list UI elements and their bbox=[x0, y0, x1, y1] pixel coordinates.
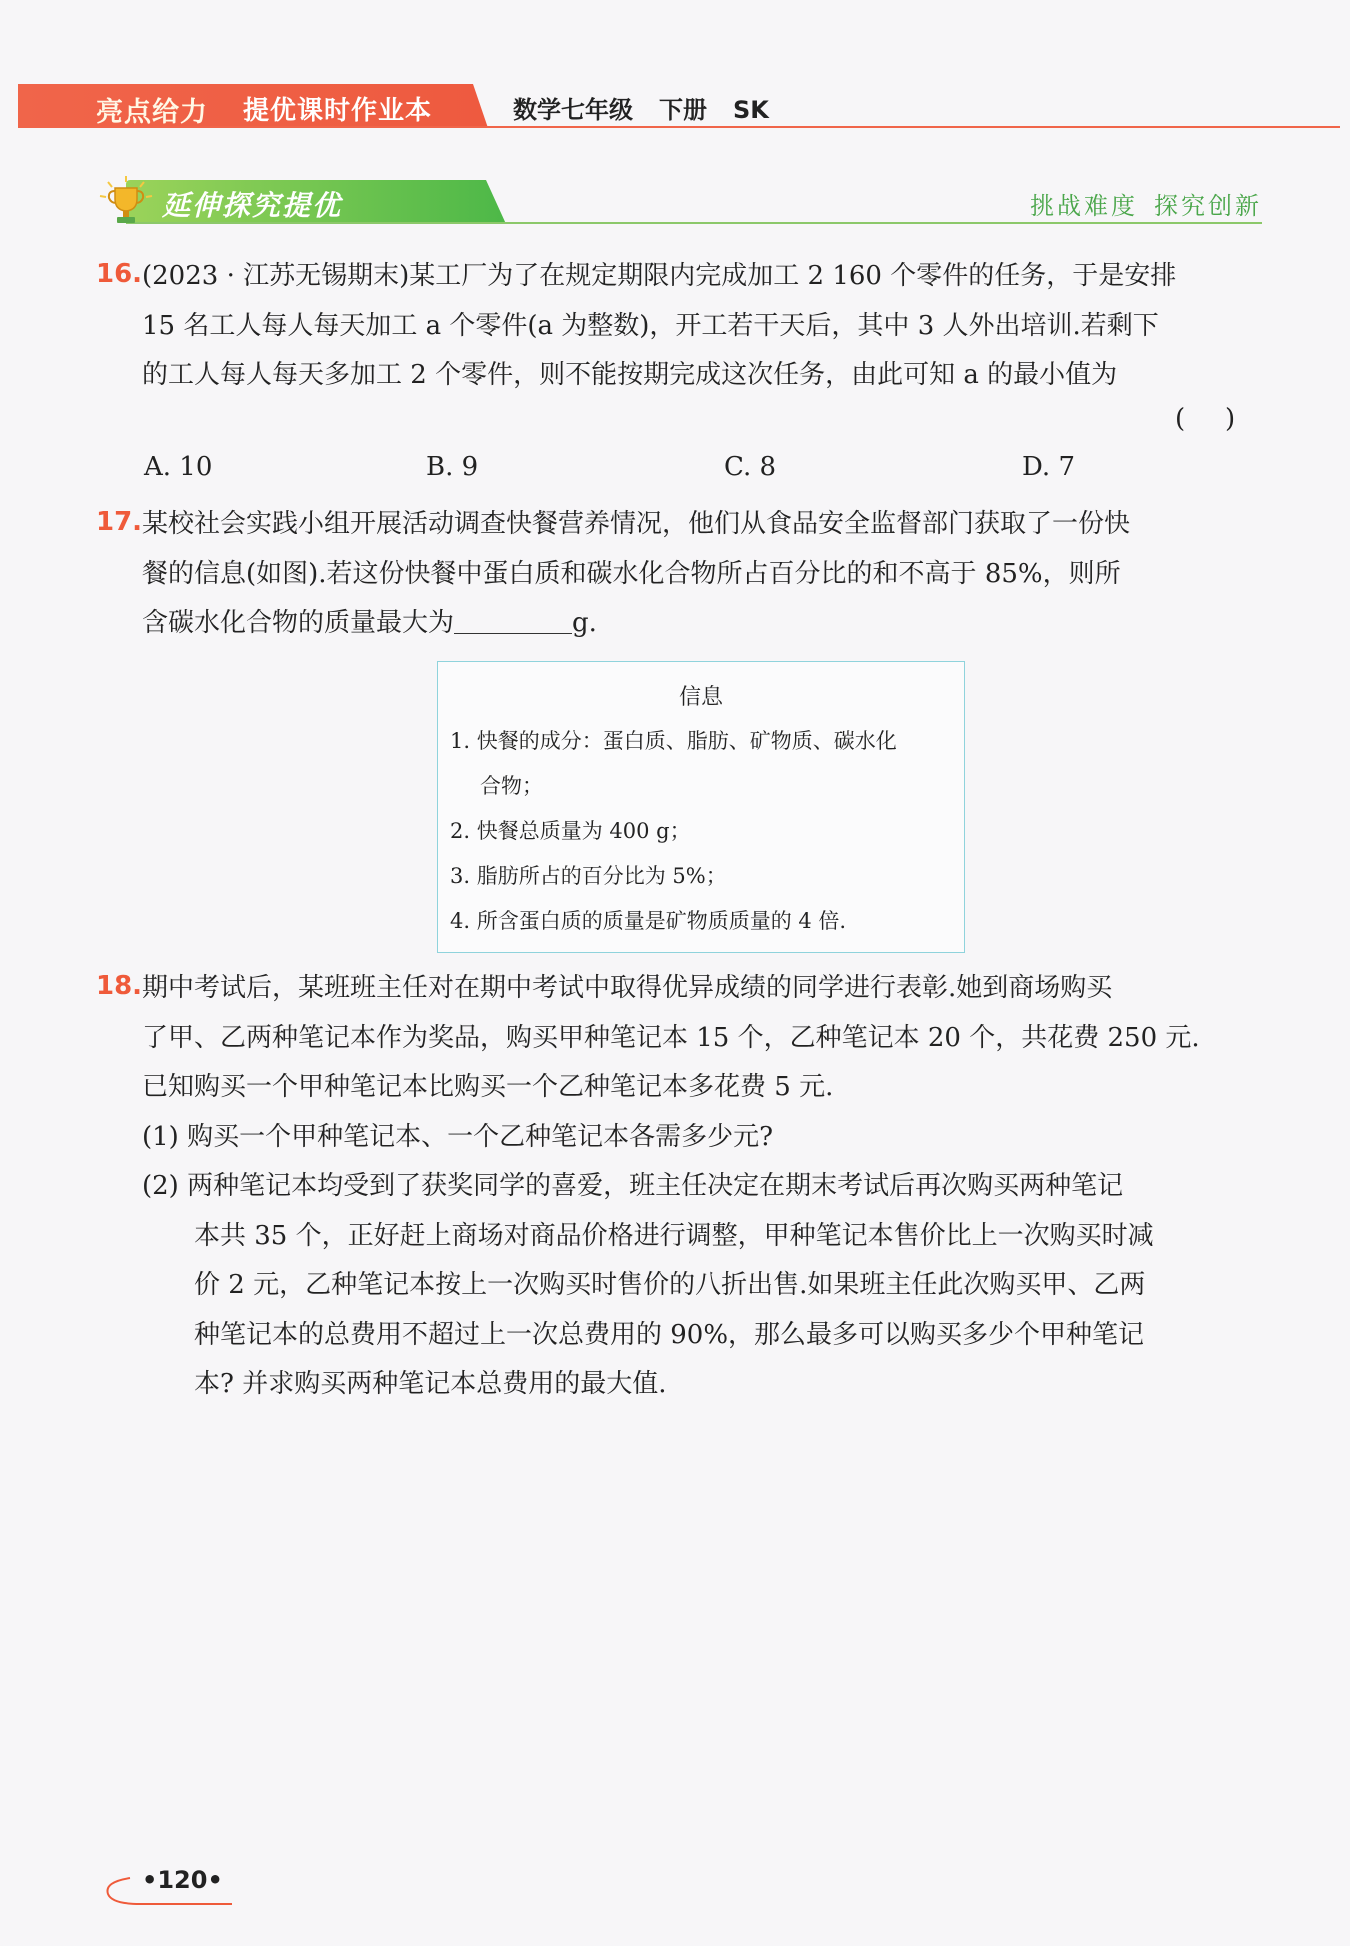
header-rule bbox=[18, 126, 1340, 128]
question-17-line-2: 餐的信息(如图).若这份快餐中蛋白质和碳水化合物所占百分比的和不高于 85%，则所 bbox=[142, 558, 1121, 589]
info-box bbox=[437, 661, 965, 953]
info-title: 信息 bbox=[678, 685, 723, 710]
option-b[interactable]: B. 9 bbox=[426, 452, 479, 482]
question-17-unit: g. bbox=[572, 608, 597, 638]
option-a[interactable]: A. 10 bbox=[144, 452, 213, 482]
question-16-number: 16. bbox=[96, 259, 143, 289]
question-18-text bbox=[142, 964, 1262, 1410]
answer-paren[interactable] bbox=[1175, 404, 1235, 434]
question-16-text bbox=[142, 252, 1262, 401]
info-item-2: 2. 快餐总质量为 400 g； bbox=[450, 819, 691, 843]
question-16-line-2: 15 名工人每人每天加工 a 个零件(a 为整数)，开工若干天后，其中 3 人外出培训.若剩下 bbox=[142, 310, 1159, 341]
question-17-line-1: 某校社会实践小组开展活动调查快餐营养情况，他们从食品安全监督部门获取了一份快 bbox=[142, 509, 1131, 539]
question-16-line-1: (2023 · 江苏无锡期末)某工厂为了在规定期限内完成加工 2 160 个零件的任务，于是安排 bbox=[142, 261, 1177, 291]
question-18-part-2-line-1: (2) 两种笔记本均受到了获奖同学的喜爱，班主任决定在期末考试后再次购买两种笔记 bbox=[142, 1171, 1124, 1201]
trophy-icon bbox=[96, 172, 156, 232]
volume-label: 下册 bbox=[659, 96, 707, 124]
paren-open: ( bbox=[1175, 404, 1186, 434]
section-tagline bbox=[1030, 186, 1262, 221]
question-18-number: 18. bbox=[96, 971, 143, 1001]
book-info bbox=[513, 90, 795, 125]
option-d[interactable]: D. 7 bbox=[1022, 452, 1075, 482]
subject-label: 数学七年级 bbox=[513, 96, 633, 124]
question-17-number: 17. bbox=[96, 507, 143, 537]
question-18-line-1: 期中考试后，某班班主任对在期中考试中取得优异成绩的同学进行表彰.她到商场购买 bbox=[142, 973, 1113, 1003]
question-18-line-2: 了甲、乙两种笔记本作为奖品，购买甲种笔记本 15 个，乙种笔记本 20 个，共花费 250 元. bbox=[142, 1022, 1200, 1053]
page-header bbox=[18, 84, 1340, 130]
question-18-part-2-line-4: 种笔记本的总费用不超过上一次总费用的 90%，那么最多可以购买多少个甲种笔记 bbox=[194, 1319, 1145, 1350]
question-17-line-3 bbox=[142, 599, 1262, 649]
question-18-part-2-line-5: 本? 并求购买两种笔记本总费用的最大值. bbox=[194, 1369, 667, 1399]
series-name: 提优课时作业本 bbox=[243, 96, 433, 126]
question-18-part-2-line-3: 价 2 元，乙种笔记本按上一次购买时售价的八折出售.如果班主任此次购买甲、乙两 bbox=[194, 1270, 1146, 1300]
question-18-part-2-line-2: 本共 35 个，正好赶上商场对商品价格进行调整，甲种笔记本售价比上一次购买时减 bbox=[194, 1220, 1154, 1251]
info-item-4: 4. 所含蛋白质的质量是矿物质质量的 4 倍. bbox=[450, 909, 847, 933]
edition-label: SK bbox=[733, 96, 769, 124]
tagline-explore: 探究创新 bbox=[1154, 192, 1262, 220]
question-17-text bbox=[142, 500, 1262, 649]
question-17-line-3-text: 含碳水化合物的质量最大为 bbox=[142, 608, 455, 638]
question-18-part-1: (1) 购买一个甲种笔记本、一个乙种笔记本各需多少元? bbox=[142, 1121, 774, 1152]
question-16-line-3: 的工人每人每天多加工 2 个零件，则不能按期完成这次任务，由此可知 a 的最小值为 bbox=[142, 360, 1118, 390]
info-item-1: 1. 快餐的成分：蛋白质、脂肪、矿物质、碳水化 bbox=[450, 729, 897, 753]
section-banner bbox=[96, 178, 1262, 228]
question-18-line-3: 已知购买一个甲种笔记本比购买一个乙种笔记本多花费 5 元. bbox=[142, 1072, 834, 1102]
info-item-3: 3. 脂肪所占的百分比为 5%； bbox=[450, 864, 727, 888]
answer-blank[interactable] bbox=[454, 603, 572, 634]
brand-name: 亮点给力 bbox=[96, 97, 208, 128]
option-c[interactable]: C. 8 bbox=[724, 452, 777, 482]
paren-close: ) bbox=[1225, 404, 1236, 434]
page-number: •120• bbox=[142, 1866, 223, 1894]
tagline-challenge: 挑战难度 bbox=[1030, 192, 1138, 220]
section-title: 延伸探究提优 bbox=[162, 189, 343, 222]
info-item-1-cont: 合物； bbox=[480, 774, 543, 798]
